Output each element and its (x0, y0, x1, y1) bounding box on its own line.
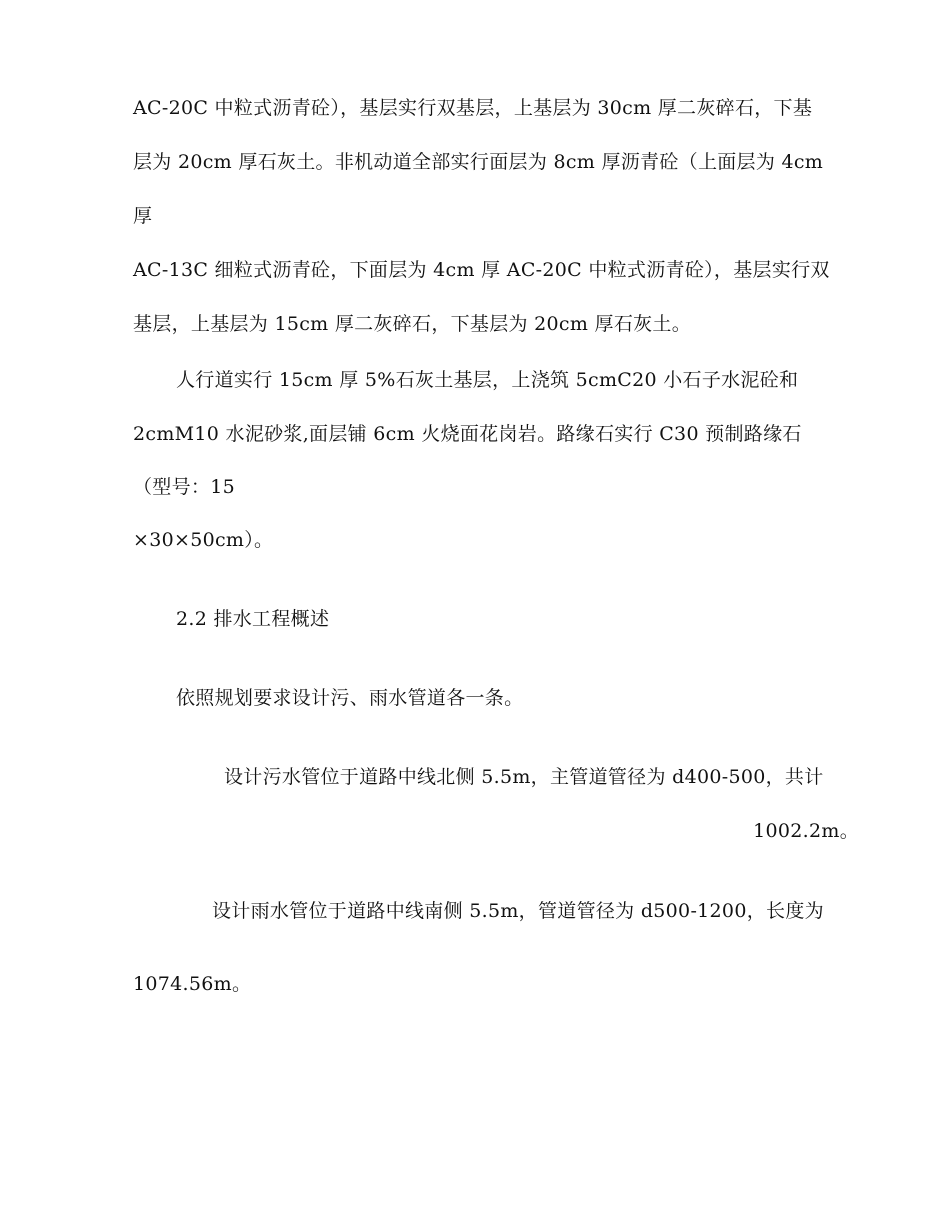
paragraph-line: AC-13C 细粒式沥青砼，下面层为 4cm 厚 AC-20C 中粒式沥青砼），基层实行双 (133, 259, 830, 281)
paragraph-line: 设计雨水管位于道路中线南侧 5.5m，管道管径为 d500-1200，长度为 (212, 900, 824, 922)
paragraph-line: 人行道实行 15cm 厚 5%石灰土基层，上浇筑 5cmC20 小石子水泥砼和 (176, 369, 799, 391)
paragraph-line: 1002.2m。 (753, 820, 859, 842)
paragraph-line: 基层，上基层为 15cm 厚二灰碎石，下基层为 20cm 厚石灰土。 (133, 313, 692, 335)
section-heading: 2.2 排水工程概述 (176, 608, 330, 630)
paragraph-line: ×30×50cm）。 (133, 529, 274, 551)
paragraph-line: 层为 20cm 厚石灰土。非机动道全部实行面层为 8cm 厚沥青砼（上面层为 4cm (133, 151, 824, 173)
paragraph-line: （型号：15 (133, 476, 235, 498)
paragraph-line: AC-20C 中粒式沥青砼），基层实行双基层，上基层为 30cm 厚二灰碎石，下基 (133, 97, 813, 119)
paragraph-line: 设计污水管位于道路中线北侧 5.5m，主管道管径为 d400-500，共计 (224, 766, 824, 788)
paragraph-line: 1074.56m。 (133, 973, 252, 995)
paragraph-line: 厚 (133, 205, 153, 227)
paragraph-line: 2cmM10 水泥砂浆,面层铺 6cm 火烧面花岗岩。路缘石实行 C30 预制路缘石 (133, 423, 802, 445)
paragraph-line: 依照规划要求设计污、雨水管道各一条。 (176, 687, 524, 709)
